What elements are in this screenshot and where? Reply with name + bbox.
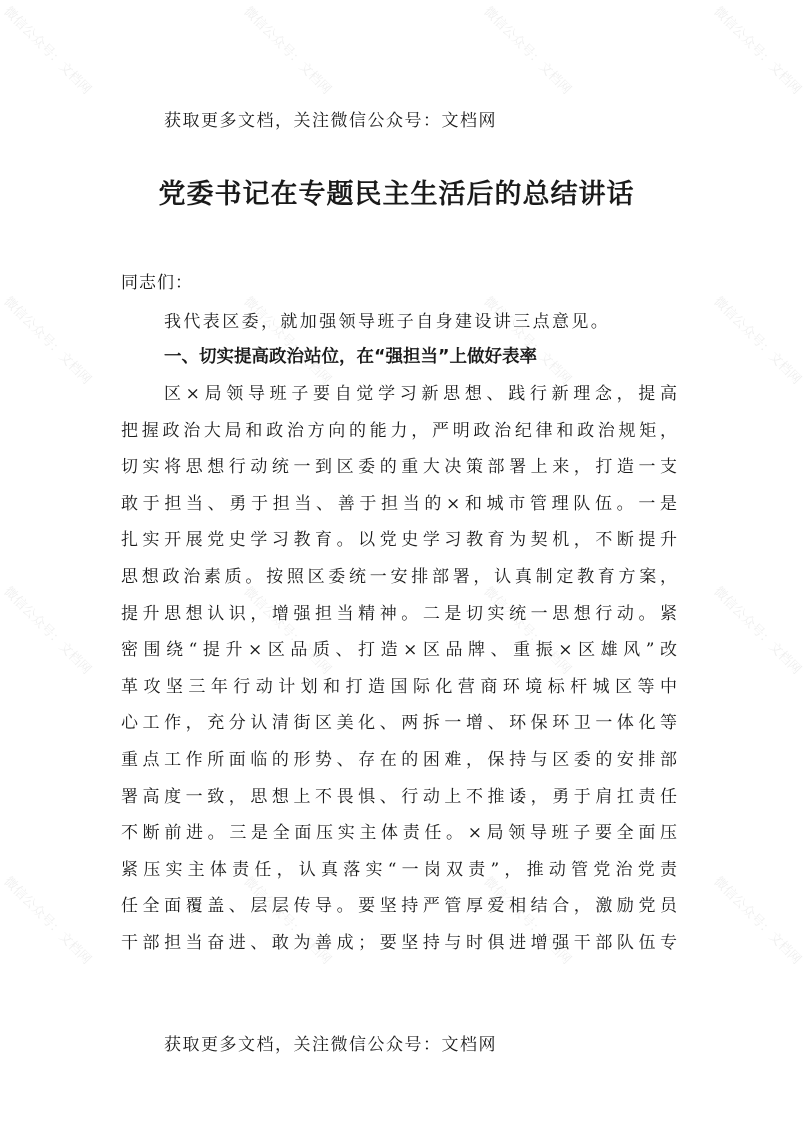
body-line: 提升思想认识，增强担当精神。二是切实统一思想行动。紧 [121, 603, 677, 624]
watermark-text: 微信公众号：文档网 [0, 4, 94, 98]
intro-paragraph: 我代表区委，就加强领导班子自身建设讲三点意见。 [164, 312, 611, 332]
watermark-text: 微信公众号：文档网 [710, 584, 804, 678]
body-line: 任全面覆盖、层层传导。要坚持严管厚爱相结合，激励党员 [121, 896, 677, 917]
document-title: 党委书记在专题民主生活后的总结讲话 [158, 179, 635, 210]
body-paragraph [121, 376, 677, 962]
body-line: 心工作，充分认清街区美化、两拆一增、环保环卫一体化等 [121, 713, 677, 734]
body-line: 署高度一致，思想上不畏惧、行动上不推诿，勇于肩扛责任 [121, 786, 677, 807]
footer-note: 获取更多文档，关注微信公众号：文档网 [164, 1035, 497, 1055]
body-line: 革攻坚三年行动计划和打造国际化营商环境标杆城区等中 [121, 676, 677, 697]
body-line: 思想政治素质。按照区委统一安排部署，认真制定教育方案， [121, 566, 677, 587]
watermark-text: 微信公众号：文档网 [240, 874, 334, 968]
watermark-text: 微信公众号：文档网 [710, 4, 804, 98]
watermark-text: 微信公众号：文档网 [0, 584, 94, 678]
body-line: 不断前进。三是全面压实主体责任。×局领导班子要全面压 [121, 823, 677, 844]
body-line: 敢于担当、勇于担当、善于担当的×和城市管理队伍。一是 [121, 493, 677, 514]
section-heading: 一、切实提高政治站位，在“强担当”上做好表率 [164, 347, 538, 367]
body-line: 扎实开展党史学习教育。以党史学习教育为契机，不断提升 [121, 530, 677, 551]
watermark-text: 微信公众号：文档网 [0, 294, 94, 388]
watermark-text: 微信公众号：文档网 [0, 874, 94, 968]
body-line: 切实将思想行动统一到区委的重大决策部署上来，打造一支 [121, 457, 677, 478]
header-note: 获取更多文档，关注微信公众号：文档网 [164, 111, 497, 131]
body-line: 重点工作所面临的形势、存在的困难，保持与区委的安排部 [121, 749, 677, 770]
watermark-text: 微信公众号：文档网 [480, 584, 574, 678]
watermark-text: 微信公众号：文档网 [480, 874, 574, 968]
body-line: 干部担当奋进、敢为善成；要坚持与时俱进增强干部队伍专 [121, 932, 677, 953]
watermark-text: 微信公众号：文档网 [240, 584, 334, 678]
body-line: 把握政治大局和政治方向的能力，严明政治纪律和政治规矩， [121, 420, 677, 441]
watermark-text: 微信公众号：文档网 [240, 294, 334, 388]
watermark-text: 微信公众号：文档网 [710, 294, 804, 388]
watermark-text: 微信公众号：文档网 [480, 4, 574, 98]
body-line: 区×局领导班子要自觉学习新思想、践行新理念，提高 [164, 384, 677, 404]
watermark-text: 微信公众号：文档网 [710, 874, 804, 968]
salutation: 同志们： [121, 273, 193, 293]
watermark-text: 微信公众号：文档网 [240, 4, 334, 98]
body-line: 密围绕“提升×区品质、打造×区品牌、重振×区雄风”改 [121, 640, 677, 661]
body-line: 紧压实主体责任，认真落实“一岗双责”，推动管党治党责 [121, 859, 677, 880]
watermark-text: 微信公众号：文档网 [480, 294, 574, 388]
